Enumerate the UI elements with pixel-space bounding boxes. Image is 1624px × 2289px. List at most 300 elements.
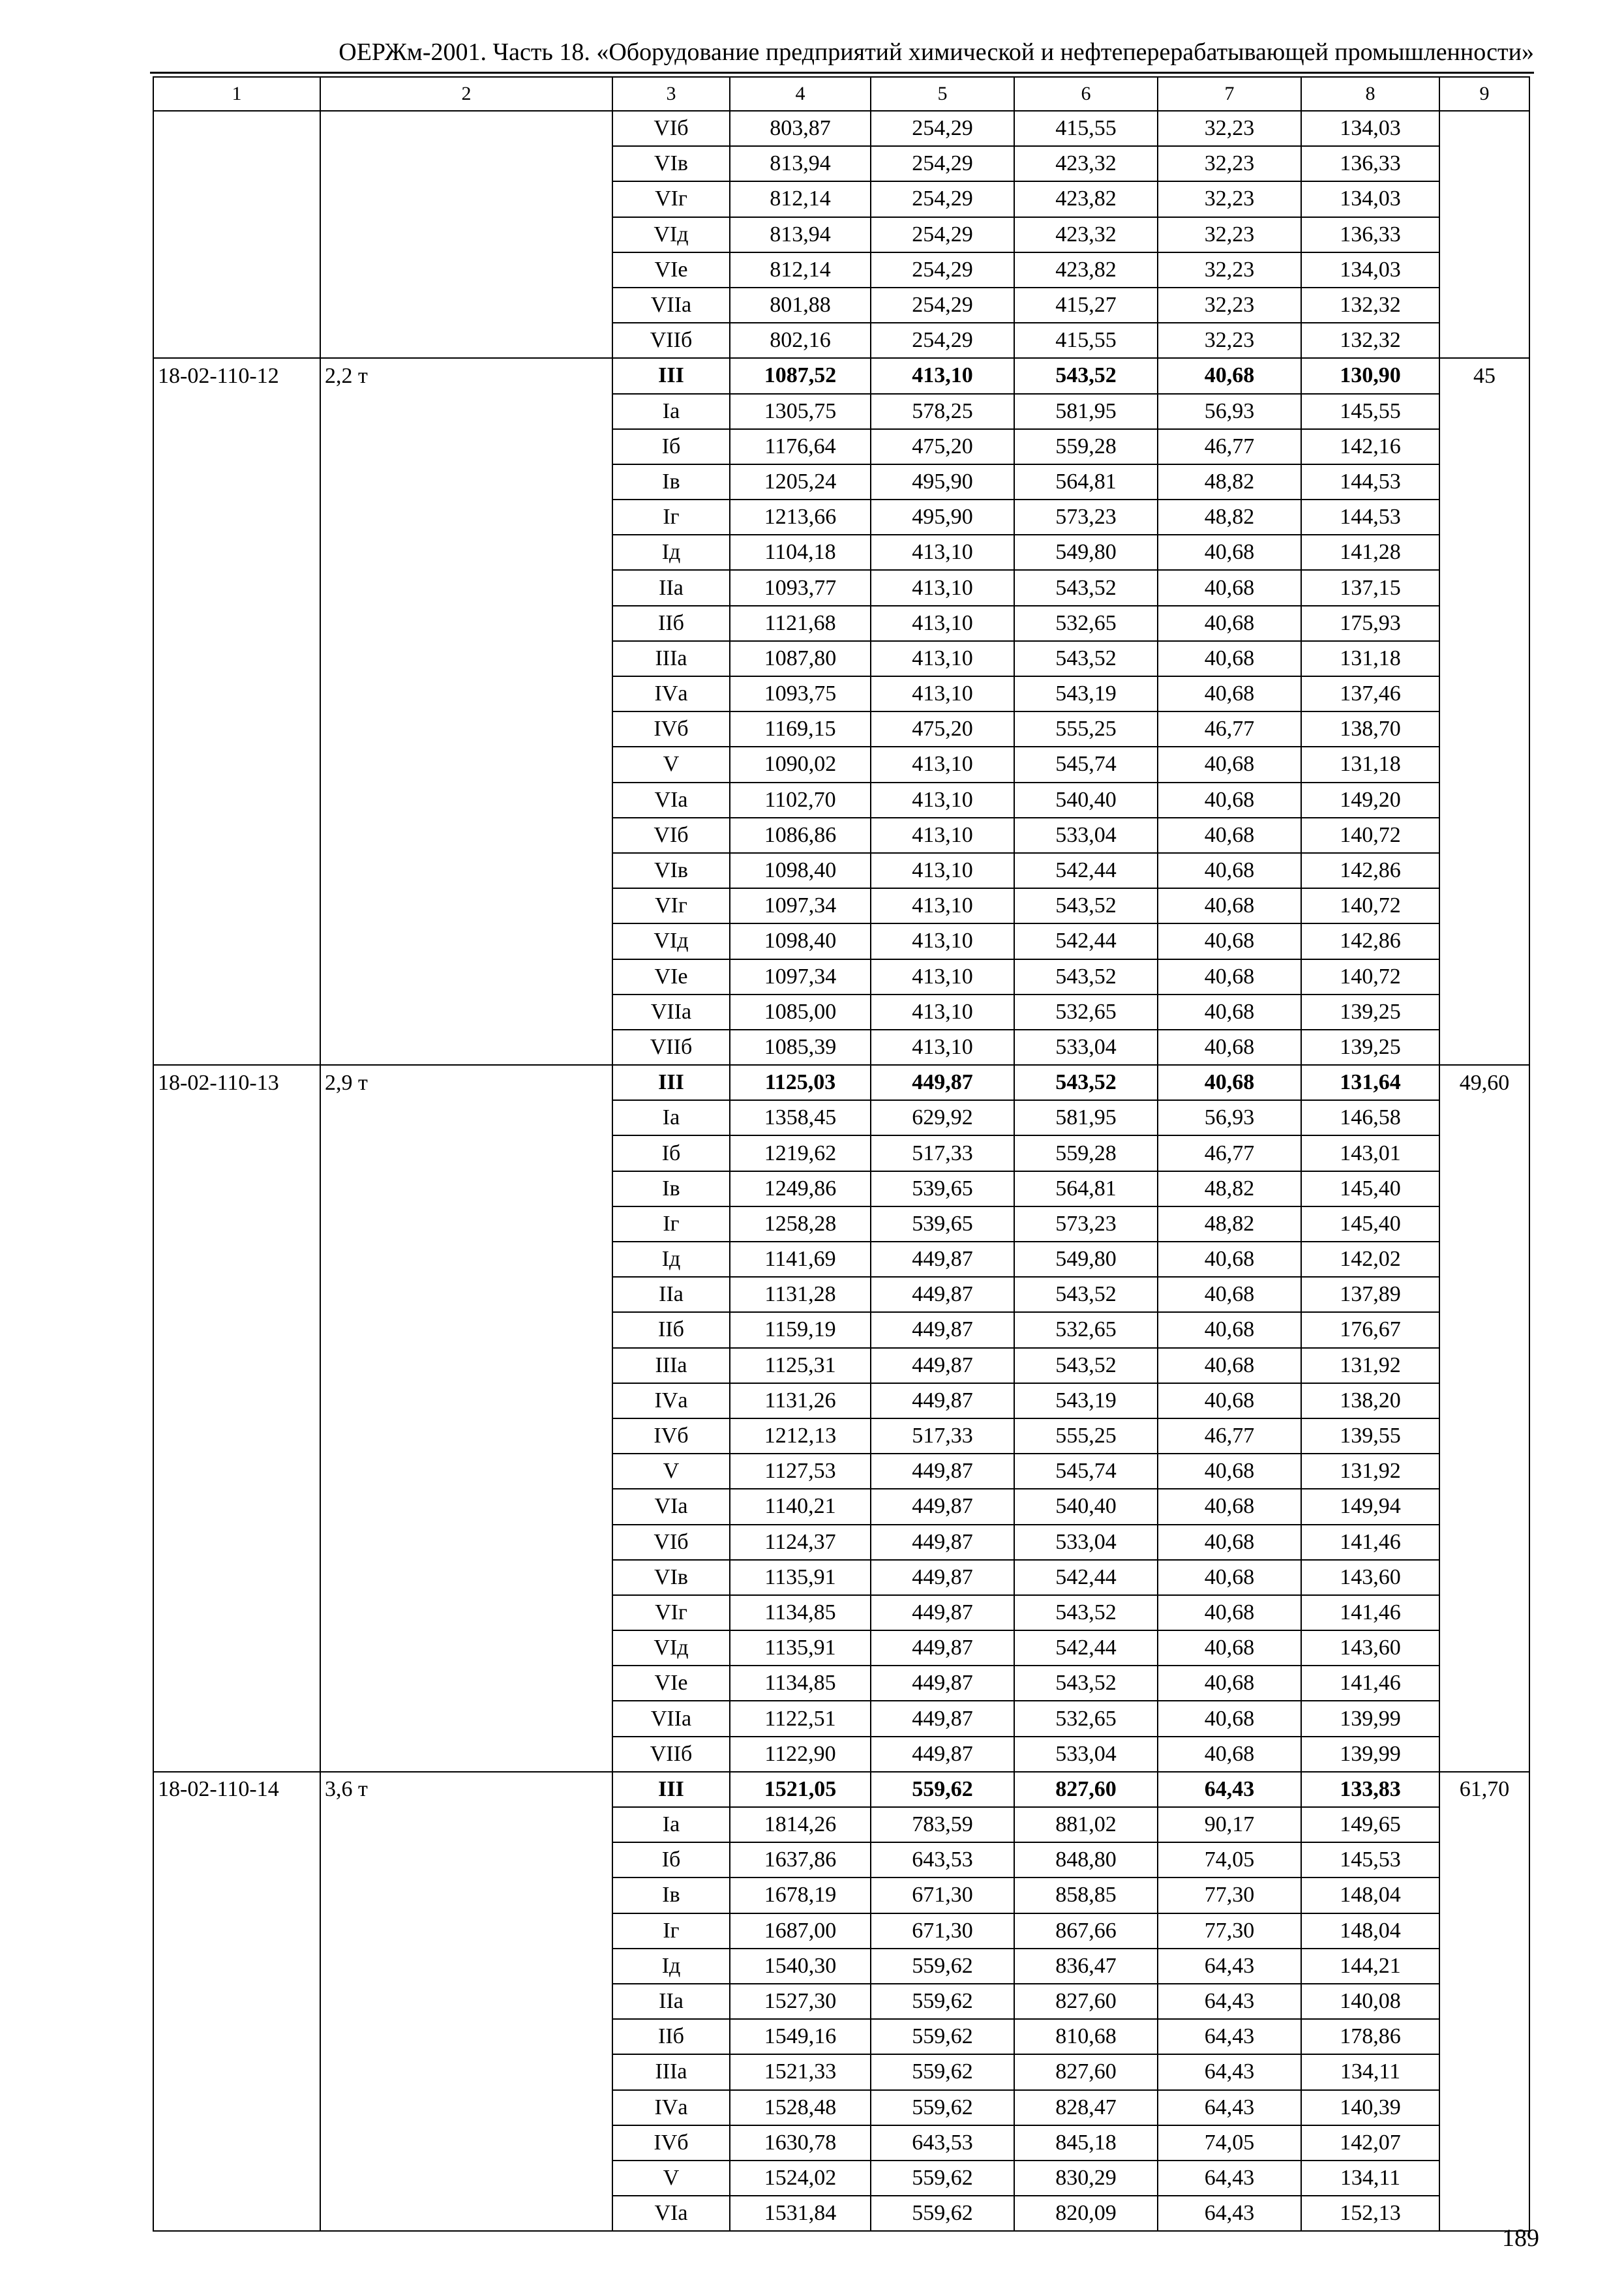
value-col-7: 40,68: [1158, 1560, 1301, 1595]
value-col-4: 1093,75: [730, 676, 871, 711]
zone-code: VIб: [612, 818, 730, 853]
item-col9: [1439, 1666, 1529, 1701]
value-col-5: 413,10: [871, 783, 1014, 818]
value-col-6: 542,44: [1014, 923, 1158, 959]
item-col9: [1439, 888, 1529, 923]
table-row: [153, 464, 1529, 500]
item-code: [153, 1242, 320, 1277]
zone-code: IVб: [612, 711, 730, 747]
item-mass: [320, 217, 612, 252]
table-row: [153, 1949, 1529, 1984]
page-header: ОЕРЖм-2001. Часть 18. «Оборудование предприятий химической и нефтеперерабатывающей промышленности»: [338, 38, 1534, 66]
value-col-7: 46,77: [1158, 1418, 1301, 1454]
value-col-7: 32,23: [1158, 111, 1301, 146]
zone-code: Iв: [612, 1878, 730, 1913]
value-col-6: 540,40: [1014, 1489, 1158, 1524]
value-col-5: 559,62: [871, 2196, 1014, 2231]
item-code: [153, 2054, 320, 2089]
value-col-7: 32,23: [1158, 252, 1301, 288]
value-col-6: 533,04: [1014, 1030, 1158, 1065]
value-col-4: 1122,51: [730, 1701, 871, 1736]
value-col-4: 1086,86: [730, 818, 871, 853]
item-mass: [320, 1701, 612, 1736]
value-col-8: 145,53: [1301, 1842, 1439, 1878]
item-mass: [320, 1418, 612, 1454]
value-col-8: 134,03: [1301, 252, 1439, 288]
value-col-6: 827,60: [1014, 1772, 1158, 1807]
column-number: 6: [1014, 77, 1158, 111]
zone-code: Iг: [612, 500, 730, 535]
item-code: [153, 1560, 320, 1595]
item-code: [153, 1206, 320, 1242]
value-col-5: 643,53: [871, 2125, 1014, 2161]
item-code: [153, 1878, 320, 1913]
value-col-4: 1305,75: [730, 394, 871, 429]
item-code: [153, 535, 320, 570]
zone-code: IVа: [612, 1383, 730, 1418]
value-col-4: 813,94: [730, 217, 871, 252]
item-code: [153, 1913, 320, 1949]
item-code: [153, 959, 320, 995]
table-row: [153, 1312, 1529, 1347]
value-col-7: 40,68: [1158, 818, 1301, 853]
item-mass: [320, 923, 612, 959]
value-col-5: 671,30: [871, 1878, 1014, 1913]
item-code: [153, 923, 320, 959]
value-col-4: 1540,30: [730, 1949, 871, 1984]
item-col9: [1439, 535, 1529, 570]
zone-code: VIд: [612, 217, 730, 252]
item-col9: [1439, 1171, 1529, 1206]
value-col-4: 1249,86: [730, 1171, 871, 1206]
item-mass: [320, 959, 612, 995]
value-col-8: 130,90: [1301, 358, 1439, 393]
value-col-7: 56,93: [1158, 1100, 1301, 1135]
value-col-8: 140,72: [1301, 888, 1439, 923]
table-row: [153, 1100, 1529, 1135]
item-mass: [320, 676, 612, 711]
table-row: [153, 923, 1529, 959]
value-col-4: 1549,16: [730, 2019, 871, 2054]
value-col-6: 533,04: [1014, 1525, 1158, 1560]
value-col-4: 1125,31: [730, 1348, 871, 1383]
value-col-7: 64,43: [1158, 2054, 1301, 2089]
item-code: [153, 1454, 320, 1489]
value-col-6: 543,52: [1014, 959, 1158, 995]
item-col9: [1439, 2090, 1529, 2125]
value-col-7: 40,68: [1158, 995, 1301, 1030]
value-col-7: 40,68: [1158, 1348, 1301, 1383]
value-col-7: 77,30: [1158, 1878, 1301, 1913]
value-col-7: 77,30: [1158, 1913, 1301, 1949]
value-col-7: 40,68: [1158, 959, 1301, 995]
table-row: [153, 783, 1529, 818]
table-row: [153, 2161, 1529, 2196]
value-col-4: 812,14: [730, 252, 871, 288]
table-row: [153, 1737, 1529, 1772]
value-col-4: 1219,62: [730, 1135, 871, 1171]
value-col-5: 495,90: [871, 500, 1014, 535]
table-row: [153, 1348, 1529, 1383]
zone-code: Iб: [612, 1842, 730, 1878]
zone-code: IVб: [612, 2125, 730, 2161]
value-col-6: 827,60: [1014, 1984, 1158, 2019]
value-col-5: 413,10: [871, 959, 1014, 995]
value-col-5: 449,87: [871, 1348, 1014, 1383]
value-col-4: 1176,64: [730, 429, 871, 464]
value-col-7: 40,68: [1158, 747, 1301, 782]
zone-code: VIв: [612, 1560, 730, 1595]
value-col-5: 449,87: [871, 1489, 1014, 1524]
table-row: [153, 146, 1529, 181]
item-code: [153, 429, 320, 464]
item-col9: [1439, 2125, 1529, 2161]
item-col9: [1439, 959, 1529, 995]
value-col-6: 581,95: [1014, 1100, 1158, 1135]
value-col-7: 40,68: [1158, 783, 1301, 818]
value-col-4: 1087,52: [730, 358, 871, 393]
item-code: [153, 1842, 320, 1878]
value-col-8: 139,25: [1301, 995, 1439, 1030]
header-rule: [150, 72, 1534, 74]
value-col-7: 40,68: [1158, 1525, 1301, 1560]
value-col-5: 413,10: [871, 606, 1014, 641]
value-col-6: 549,80: [1014, 535, 1158, 570]
value-col-8: 140,72: [1301, 818, 1439, 853]
value-col-4: 1258,28: [730, 1206, 871, 1242]
value-col-7: 40,68: [1158, 888, 1301, 923]
value-col-6: 545,74: [1014, 747, 1158, 782]
zone-code: Iа: [612, 1807, 730, 1842]
value-col-8: 138,70: [1301, 711, 1439, 747]
value-col-4: 1125,03: [730, 1065, 871, 1100]
zone-code: IIа: [612, 1277, 730, 1312]
table-row: [153, 181, 1529, 217]
value-col-8: 145,55: [1301, 394, 1439, 429]
value-col-5: 559,62: [871, 2090, 1014, 2125]
value-col-8: 146,58: [1301, 1100, 1439, 1135]
item-code: [153, 1135, 320, 1171]
value-col-7: 40,68: [1158, 1666, 1301, 1701]
value-col-4: 812,14: [730, 181, 871, 217]
value-col-8: 176,67: [1301, 1312, 1439, 1347]
item-code: [153, 853, 320, 888]
value-col-4: 1098,40: [730, 923, 871, 959]
item-mass: [320, 1242, 612, 1277]
value-col-5: 559,62: [871, 1984, 1014, 2019]
item-mass: [320, 1878, 612, 1913]
value-col-5: 254,29: [871, 217, 1014, 252]
value-col-4: 1521,05: [730, 1772, 871, 1807]
item-col9: [1439, 1030, 1529, 1065]
value-col-7: 64,43: [1158, 1949, 1301, 1984]
item-code: [153, 1418, 320, 1454]
value-col-6: 543,19: [1014, 676, 1158, 711]
item-code: [153, 1277, 320, 1312]
table-row: [153, 1135, 1529, 1171]
zone-code: IIб: [612, 2019, 730, 2054]
value-col-4: 1135,91: [730, 1560, 871, 1595]
zone-code: VIIа: [612, 1701, 730, 1736]
zone-code: V: [612, 1454, 730, 1489]
item-mass: [320, 711, 612, 747]
value-col-7: 64,43: [1158, 2161, 1301, 2196]
item-mass: [320, 641, 612, 676]
item-mass: [320, 1666, 612, 1701]
zone-code: IIIа: [612, 1348, 730, 1383]
value-col-7: 56,93: [1158, 394, 1301, 429]
table-row: [153, 1560, 1529, 1595]
value-col-6: 543,52: [1014, 641, 1158, 676]
value-col-8: 142,86: [1301, 923, 1439, 959]
value-col-7: 48,82: [1158, 1206, 1301, 1242]
item-code: [153, 2161, 320, 2196]
zone-code: VIб: [612, 111, 730, 146]
item-mass: [320, 1489, 612, 1524]
value-col-4: 1131,26: [730, 1383, 871, 1418]
value-col-5: 559,62: [871, 2054, 1014, 2089]
zone-code: IIIа: [612, 641, 730, 676]
value-col-5: 671,30: [871, 1913, 1014, 1949]
value-col-5: 449,87: [871, 1525, 1014, 1560]
value-col-6: 559,28: [1014, 1135, 1158, 1171]
item-col9: [1439, 1630, 1529, 1666]
value-col-4: 1087,80: [730, 641, 871, 676]
item-col9: [1439, 2054, 1529, 2089]
item-code: 18-02-110-14: [153, 1772, 320, 1807]
item-mass: [320, 2161, 612, 2196]
value-col-4: 1085,39: [730, 1030, 871, 1065]
value-col-7: 40,68: [1158, 923, 1301, 959]
value-col-5: 413,10: [871, 995, 1014, 1030]
item-col9: [1439, 711, 1529, 747]
item-col9: [1439, 288, 1529, 323]
value-col-8: 136,33: [1301, 217, 1439, 252]
value-col-4: 1814,26: [730, 1807, 871, 1842]
value-col-7: 32,23: [1158, 323, 1301, 358]
table-row: [153, 500, 1529, 535]
item-code: [153, 1630, 320, 1666]
item-mass: [320, 1984, 612, 2019]
value-col-6: 543,52: [1014, 1348, 1158, 1383]
value-col-4: 1097,34: [730, 888, 871, 923]
item-col9: [1439, 2161, 1529, 2196]
item-code: [153, 1030, 320, 1065]
item-code: [153, 500, 320, 535]
value-col-5: 475,20: [871, 711, 1014, 747]
table-row: [153, 711, 1529, 747]
value-col-8: 140,72: [1301, 959, 1439, 995]
value-col-8: 142,16: [1301, 429, 1439, 464]
value-col-6: 423,32: [1014, 146, 1158, 181]
value-col-8: 133,83: [1301, 1772, 1439, 1807]
item-code: [153, 641, 320, 676]
zone-code: III: [612, 358, 730, 393]
table-row: [153, 1277, 1529, 1312]
value-col-7: 46,77: [1158, 711, 1301, 747]
zone-code: Iд: [612, 1949, 730, 1984]
value-col-5: 449,87: [871, 1312, 1014, 1347]
value-col-8: 137,46: [1301, 676, 1439, 711]
value-col-4: 1097,34: [730, 959, 871, 995]
item-col9: 45: [1439, 358, 1529, 393]
item-code: [153, 1595, 320, 1630]
value-col-8: 139,55: [1301, 1418, 1439, 1454]
value-col-5: 539,65: [871, 1171, 1014, 1206]
item-col9: [1439, 111, 1529, 146]
zone-code: IIб: [612, 1312, 730, 1347]
item-mass: [320, 2054, 612, 2089]
value-col-5: 449,87: [871, 1560, 1014, 1595]
column-number-row: [153, 77, 1529, 111]
zone-code: VIв: [612, 146, 730, 181]
item-code: [153, 1525, 320, 1560]
value-col-7: 48,82: [1158, 1171, 1301, 1206]
value-col-5: 559,62: [871, 1949, 1014, 1984]
item-mass: [320, 1348, 612, 1383]
item-mass: [320, 323, 612, 358]
zone-code: V: [612, 747, 730, 782]
item-col9: [1439, 818, 1529, 853]
item-col9: 61,70: [1439, 1772, 1529, 1807]
value-col-5: 413,10: [871, 358, 1014, 393]
item-col9: [1439, 995, 1529, 1030]
value-col-8: 140,08: [1301, 1984, 1439, 2019]
item-mass: [320, 1312, 612, 1347]
table-row: [153, 288, 1529, 323]
value-col-4: 1124,37: [730, 1525, 871, 1560]
zone-code: III: [612, 1065, 730, 1100]
value-col-5: 475,20: [871, 429, 1014, 464]
value-col-7: 40,68: [1158, 1454, 1301, 1489]
value-col-6: 542,44: [1014, 1630, 1158, 1666]
value-col-8: 175,93: [1301, 606, 1439, 641]
item-mass: [320, 747, 612, 782]
item-col9: [1439, 181, 1529, 217]
table-row: [153, 323, 1529, 358]
value-col-7: 40,68: [1158, 1701, 1301, 1736]
item-mass: [320, 1525, 612, 1560]
zone-code: VIд: [612, 923, 730, 959]
value-col-6: 820,09: [1014, 2196, 1158, 2231]
item-col9: [1439, 394, 1529, 429]
value-col-7: 40,68: [1158, 1489, 1301, 1524]
item-mass: [320, 888, 612, 923]
value-col-6: 555,25: [1014, 711, 1158, 747]
item-mass: [320, 1737, 612, 1772]
item-mass: [320, 464, 612, 500]
value-col-8: 134,11: [1301, 2054, 1439, 2089]
value-col-4: 1531,84: [730, 2196, 871, 2231]
value-col-8: 148,04: [1301, 1878, 1439, 1913]
zone-code: Iд: [612, 535, 730, 570]
value-col-5: 254,29: [871, 288, 1014, 323]
value-col-4: 1212,13: [730, 1418, 871, 1454]
item-code: [153, 1807, 320, 1842]
table-row: [153, 1595, 1529, 1630]
item-mass: [320, 1383, 612, 1418]
value-col-6: 867,66: [1014, 1913, 1158, 1949]
value-col-6: 542,44: [1014, 853, 1158, 888]
value-col-8: 149,94: [1301, 1489, 1439, 1524]
value-col-8: 145,40: [1301, 1171, 1439, 1206]
value-col-5: 449,87: [871, 1277, 1014, 1312]
table-row: [153, 1666, 1529, 1701]
table-row: [153, 853, 1529, 888]
value-col-5: 413,10: [871, 570, 1014, 605]
value-col-6: 543,52: [1014, 1277, 1158, 1312]
value-col-5: 413,10: [871, 818, 1014, 853]
table-row: [153, 888, 1529, 923]
value-col-6: 827,60: [1014, 2054, 1158, 2089]
value-col-6: 543,52: [1014, 888, 1158, 923]
item-mass: [320, 783, 612, 818]
value-col-8: 144,21: [1301, 1949, 1439, 1984]
value-col-7: 46,77: [1158, 1135, 1301, 1171]
item-col9: [1439, 1984, 1529, 2019]
column-number: 1: [153, 77, 320, 111]
item-mass: [320, 1030, 612, 1065]
value-col-4: 803,87: [730, 111, 871, 146]
value-col-7: 40,68: [1158, 358, 1301, 393]
value-col-6: 423,82: [1014, 252, 1158, 288]
item-code: [153, 2019, 320, 2054]
value-col-6: 881,02: [1014, 1807, 1158, 1842]
item-mass: [320, 1949, 612, 1984]
zone-code: VIб: [612, 1525, 730, 1560]
value-col-6: 830,29: [1014, 2161, 1158, 2196]
item-col9: 49,60: [1439, 1065, 1529, 1100]
value-col-5: 517,33: [871, 1135, 1014, 1171]
value-col-5: 413,10: [871, 641, 1014, 676]
value-col-5: 783,59: [871, 1807, 1014, 1842]
value-col-7: 32,23: [1158, 288, 1301, 323]
value-col-6: 532,65: [1014, 606, 1158, 641]
item-mass: [320, 535, 612, 570]
item-code: [153, 1383, 320, 1418]
item-code: [153, 1100, 320, 1135]
item-mass: 3,6 т: [320, 1772, 612, 1807]
item-mass: [320, 2125, 612, 2161]
value-col-6: 543,52: [1014, 358, 1158, 393]
item-code: [153, 1701, 320, 1736]
value-col-7: 64,43: [1158, 1772, 1301, 1807]
item-mass: [320, 2019, 612, 2054]
item-col9: [1439, 783, 1529, 818]
item-mass: [320, 1135, 612, 1171]
column-number: 8: [1301, 77, 1439, 111]
item-code: [153, 1666, 320, 1701]
zone-code: VIа: [612, 2196, 730, 2231]
zone-code: IVа: [612, 2090, 730, 2125]
item-col9: [1439, 464, 1529, 500]
zone-code: VIе: [612, 959, 730, 995]
item-code: [153, 570, 320, 605]
item-col9: [1439, 1701, 1529, 1736]
item-code: [153, 2125, 320, 2161]
zone-code: VIа: [612, 783, 730, 818]
value-col-8: 131,18: [1301, 747, 1439, 782]
value-col-4: 1524,02: [730, 2161, 871, 2196]
item-mass: [320, 2196, 612, 2231]
value-col-6: 564,81: [1014, 464, 1158, 500]
table-row: [153, 217, 1529, 252]
value-col-7: 46,77: [1158, 429, 1301, 464]
item-code: [153, 783, 320, 818]
value-col-4: 801,88: [730, 288, 871, 323]
value-col-8: 131,18: [1301, 641, 1439, 676]
item-col9: [1439, 1525, 1529, 1560]
